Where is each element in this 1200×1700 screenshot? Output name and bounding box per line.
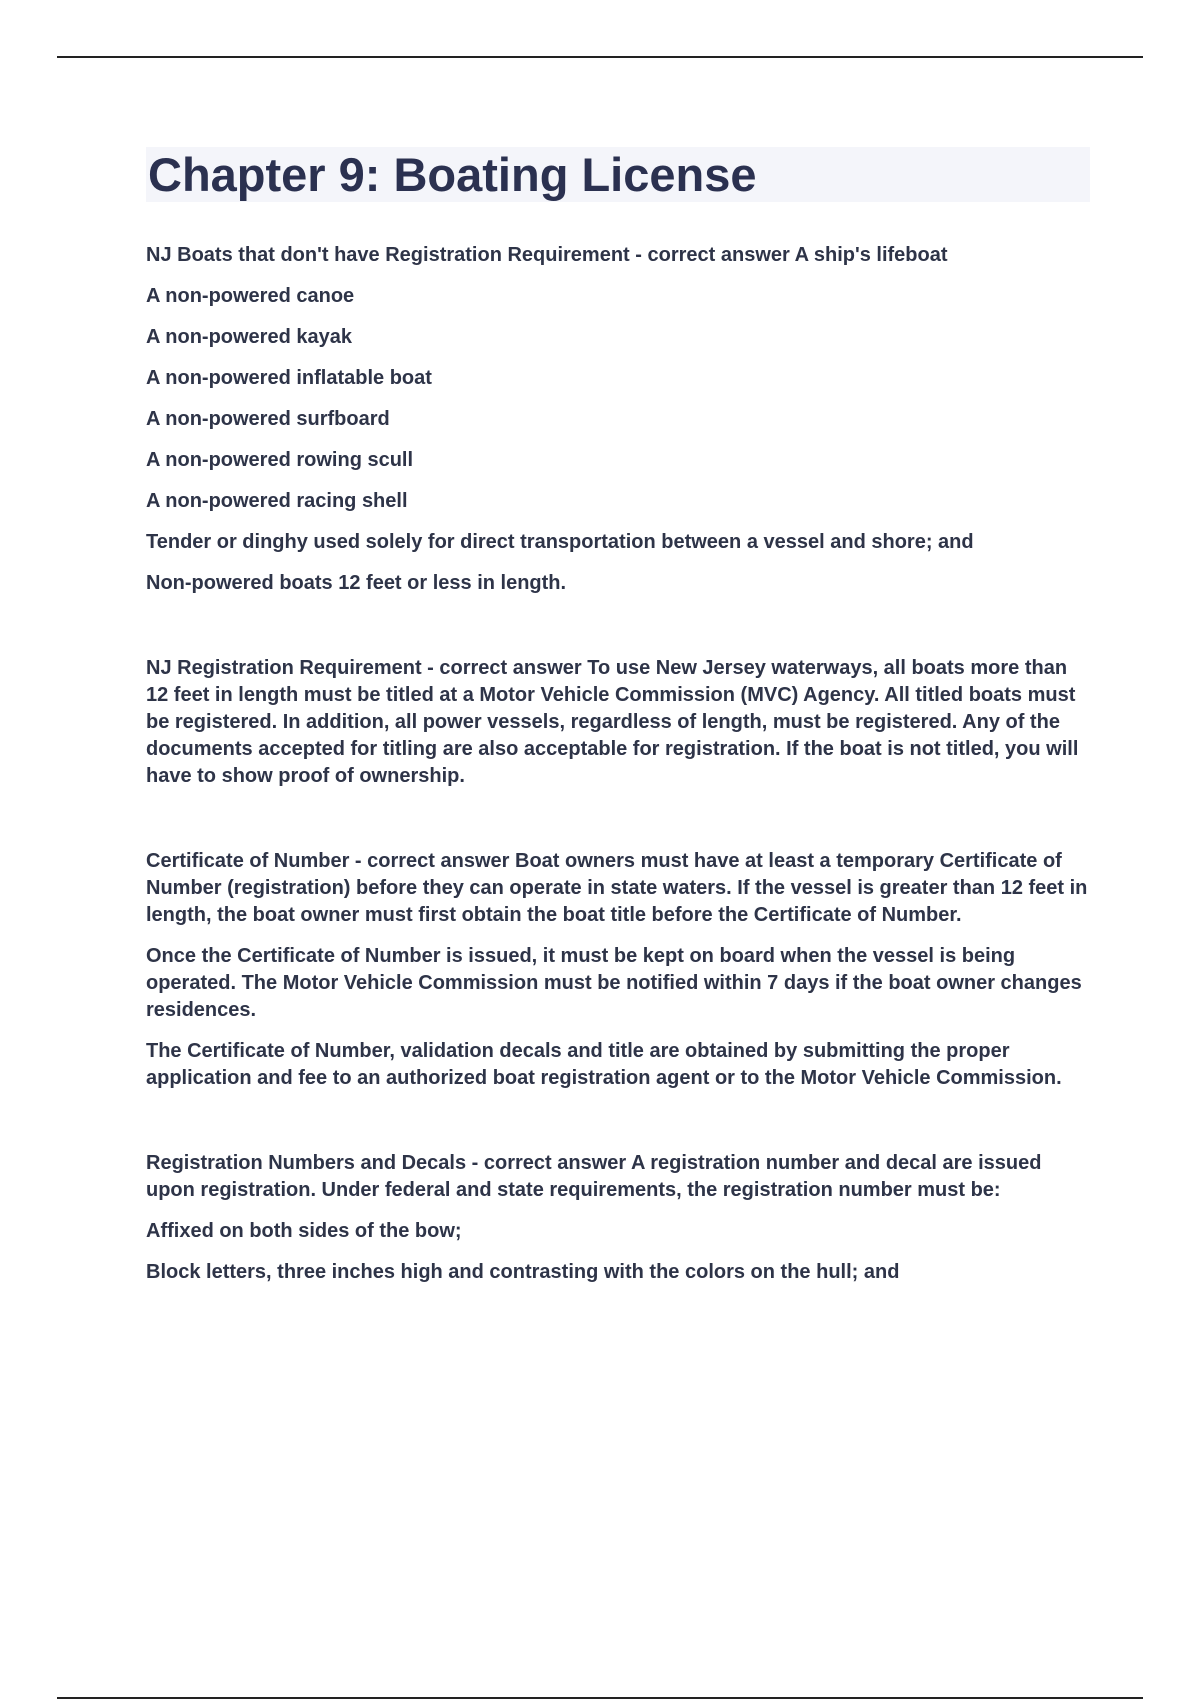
- list-item-surfboard: A non-powered surfboard: [146, 408, 390, 430]
- list-item-canoe: A non-powered canoe: [146, 285, 355, 307]
- list-item-kayak: A non-powered kayak: [146, 326, 352, 348]
- paragraph-nj-boats-exempt: NJ Boats that don't have Registration Requirement - correct answer A ship's lifeboat: [146, 244, 948, 266]
- paragraph-nj-registration-requirement: NJ Registration Requirement - correct answer To use New Jersey waterways, all boats more than 12 feet in length must be titled at a Motor Vehicle Commission (MVC) Agency. All titled boats must be registered. In addition, all power vessels, regardless of length, must be registered. Any of the documents accepted for titling are also acceptable for registration. If the boat is not titled, you will have to show proof of ownership.: [146, 657, 1079, 787]
- list-item-affixed-bow: Affixed on both sides of the bow;: [146, 1220, 462, 1242]
- paragraph-certificate-on-board: Once the Certificate of Number is issued, it must be kept on board when the vessel is being operated. The Motor Vehicle Commission must be notified within 7 days if the boat owner changes residences.: [146, 945, 1082, 1021]
- paragraph-certificate-obtained: The Certificate of Number, validation decals and title are obtained by submitting the proper application and fee to an authorized boat registration agent or to the Motor Vehicle Commission.: [146, 1040, 1062, 1089]
- list-item-tender-dinghy: Tender or dinghy used solely for direct transportation between a vessel and shore; and: [146, 531, 974, 553]
- paragraph-registration-numbers-decals: Registration Numbers and Decals - correct answer A registration number and decal are issued upon registration. Under federal and state requirements, the registration number must be:: [146, 1152, 1042, 1201]
- list-item-inflatable-boat: A non-powered inflatable boat: [146, 367, 432, 389]
- list-item-block-letters: Block letters, three inches high and contrasting with the colors on the hull; and: [146, 1261, 900, 1283]
- paragraph-certificate-of-number: Certificate of Number - correct answer Boat owners must have at least a temporary Certificate of Number (registration) before they can operate in state waters. If the vessel is greater than 12 feet in length, the boat owner must first obtain the boat title before the Certificate of Number.: [146, 850, 1088, 926]
- list-item-rowing-scull: A non-powered rowing scull: [146, 449, 414, 471]
- list-item-non-powered-12ft: Non-powered boats 12 feet or less in length.: [146, 572, 567, 594]
- page-title: Chapter 9: Boating License: [146, 147, 1090, 202]
- bottom-rule: [57, 1697, 1143, 1699]
- top-rule: [57, 56, 1143, 58]
- list-item-racing-shell: A non-powered racing shell: [146, 490, 408, 512]
- document-body: [146, 147, 1090, 1300]
